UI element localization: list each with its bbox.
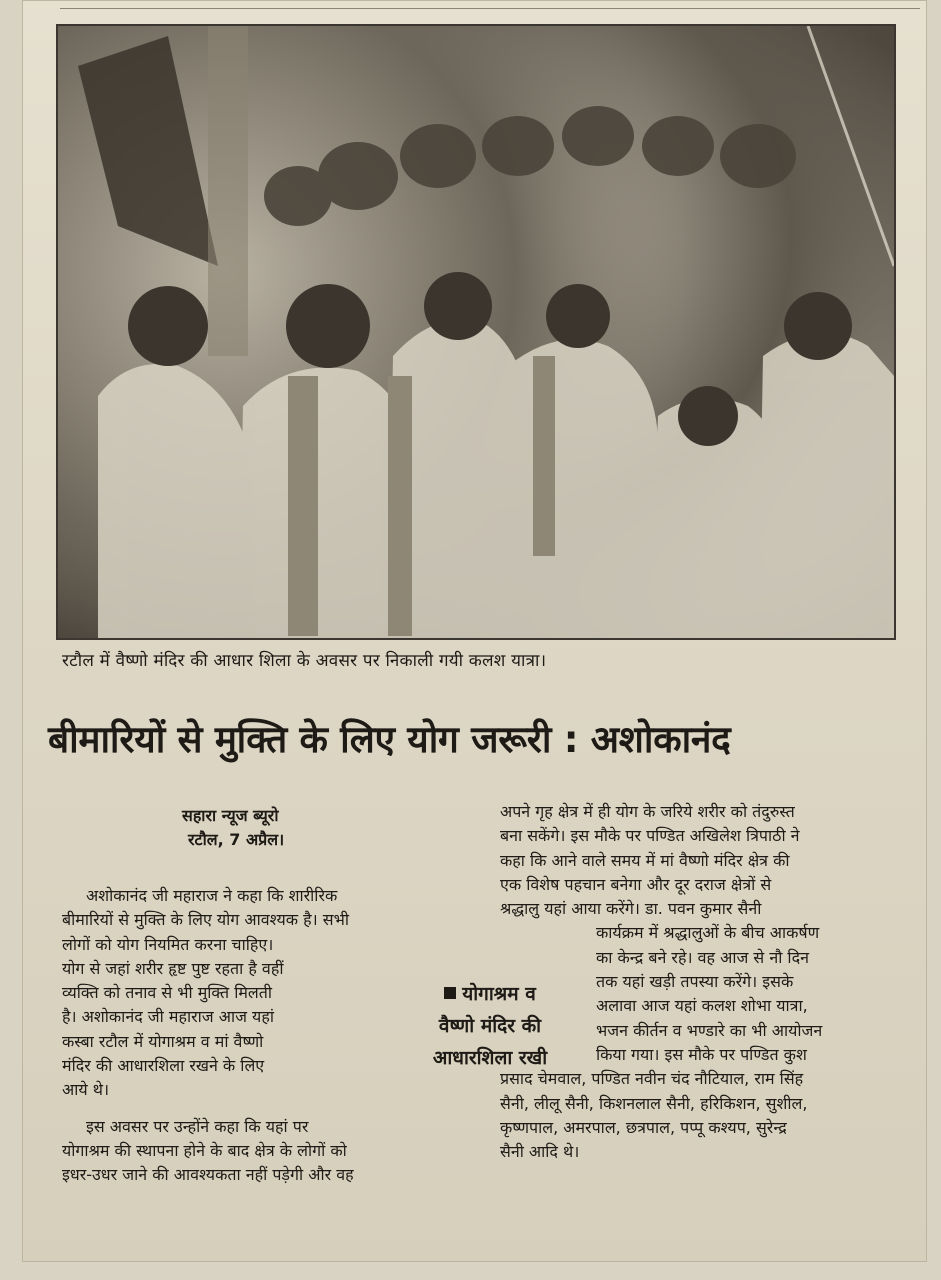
body-line: कस्बा रटौल में योगाश्रम व मां वैष्णो [62,1031,264,1051]
body-line: प्रसाद चेमवाल, पण्डित नवीन चंद नौटियाल, राम सिंह [500,1069,804,1089]
byline-block [182,804,442,852]
body-line: सैनी आदि थे। [500,1142,580,1162]
body-line: एक विशेष पहचान बनेगा और दूर दराज क्षेत्रों से [500,874,772,894]
photo-illustration [58,26,894,638]
body-line: तक यहां खड़ी तपस्या करेंगे। इसके [596,972,794,992]
body-line: मंदिर की आधारशिला रखने के लिए [62,1056,265,1076]
body-line: कहा कि आने वाले समय में मां वैष्णो मंदिर क्षेत्र की [500,850,790,870]
pull-quote-line: वैष्णो मंदिर की [438,1015,542,1037]
body-line: है। अशोकानंद जी महाराज आज यहां [62,1007,274,1027]
body-line: श्रद्धालु यहां आया करेंगे। डा. पवन कुमार सैनी [500,899,762,919]
body-line: अशोकानंद जी महाराज ने कहा कि शारीरिक [86,886,338,905]
pull-quote-line: आधारशिला रखी [432,1047,548,1069]
body-line: व्यक्ति को तनाव से भी मुक्ति मिलती [62,983,273,1003]
body-line: योग से जहां शरीर हृष्ट पुष्ट रहता है वहीं [62,958,284,978]
body-line: इस अवसर पर उन्होंने कहा कि यहां पर [86,1116,309,1136]
body-line: इधर-उधर जाने की आवश्यकता नहीं पड़ेगी और वह [62,1165,354,1185]
body-line: बीमारियों से मुक्ति के लिए योग आवश्यक है। सभी [62,910,349,930]
top-rule [60,0,920,9]
body-line: बना सकेंगे। इस मौके पर पण्डित अखिलेश त्रिपाठी ने [500,826,800,846]
body-line: अपने गृह क्षेत्र में ही योग के जरिये शरीर को तंदुरुस्त [500,802,795,821]
news-photo-kalash-yatra [56,24,896,640]
pull-quote-line: योगाश्रम व [462,983,536,1005]
body-line: अलावा आज यहां कलश शोभा यात्रा, [596,996,808,1016]
body-line: कार्यक्रम में श्रद्धालुओं के बीच आकर्षण [596,923,820,943]
dateline: रटौल, 7 अप्रैल। [188,830,285,849]
photo-caption: रटौल में वैष्णो मंदिर की आधार शिला के अवसर पर निकाली गयी कलश यात्रा। [62,651,547,671]
article-column-right [500,800,912,1164]
body-line: कृष्णपाल, अमरपाल, छत्रपाल, पप्पू कश्यप, सुरेन्द्र [500,1117,787,1137]
body-line: लोगों को योग नियमित करना चाहिए। [62,934,274,954]
body-line: आये थे। [62,1080,110,1100]
body-line: किया गया। इस मौके पर पण्डित कुश [596,1044,807,1064]
byline: सहारा न्यूज ब्यूरो [182,806,279,825]
body-line: योगाश्रम की स्थापना होने के बाद क्षेत्र के लोगों को [62,1140,347,1160]
bullet-square-icon [444,987,456,999]
body-line: सैनी, लीलू सैनी, किशनलाल सैनी, हरिकिशन, सुशील, [500,1093,808,1113]
body-line: का केन्द्र बने रहे। वह आज से नौ दिन [596,947,809,967]
article-headline: बीमारियों से मुक्ति के लिए योग जरूरी : अशोकानंद [48,718,731,761]
body-line: भजन कीर्तन व भण्डारे का भी आयोजन [596,1020,823,1040]
